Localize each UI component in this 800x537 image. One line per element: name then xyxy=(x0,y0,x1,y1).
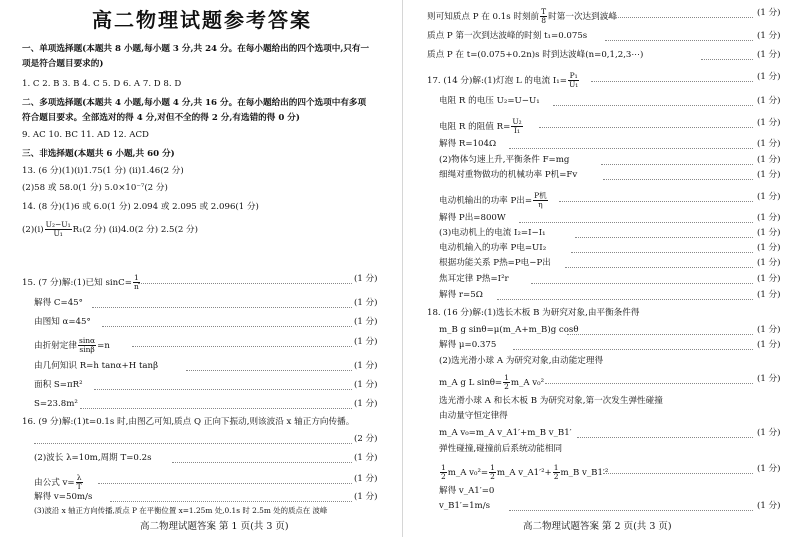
r-l1-fraction xyxy=(540,8,547,25)
r-l6-den: I₁ xyxy=(513,126,520,135)
q15-line3: 由图知 α=45° xyxy=(34,317,91,327)
leader-dots xyxy=(575,237,753,238)
leader-dots xyxy=(603,179,753,180)
r-line7: 解得 R=104Ω xyxy=(439,139,497,149)
leader-dots xyxy=(513,349,753,350)
r-line5: 电阻 R 的电压 U₂=U−U₁ xyxy=(439,96,540,106)
q13-line2: (2)58 或 58.0(1 分) 5.0×10⁻⁷(2 分) xyxy=(22,183,168,193)
section1-heading-cont: 项是符合题目要求的) xyxy=(22,59,104,69)
score: (1 分) xyxy=(757,501,781,511)
r-line21 xyxy=(439,374,544,391)
half-num: 1 xyxy=(441,463,446,472)
r-line10 xyxy=(439,192,549,209)
q15-l4-den: sinβ xyxy=(79,345,95,354)
q16-l3-den: T xyxy=(76,482,82,491)
half-fraction xyxy=(489,464,496,481)
q17-line1 xyxy=(427,72,580,89)
score: (1 分) xyxy=(757,374,781,384)
leader-dots xyxy=(571,252,753,253)
r-l21-num: 1 xyxy=(504,373,509,382)
r-l10-num: P机 xyxy=(534,191,547,200)
q15-l4-num: sinα xyxy=(78,336,96,345)
score: (1 分) xyxy=(757,139,781,149)
half-den: 2 xyxy=(553,472,559,481)
r-l10-prefix: 电动机输出的功率 P出= xyxy=(439,196,533,206)
r-line2: 质点 P 第一次到达波峰的时刻 t₁=0.075s xyxy=(427,31,588,41)
score: (1 分) xyxy=(354,399,378,409)
score: (1 分) xyxy=(757,96,781,106)
r-line15: 焦耳定律 P热=I²r xyxy=(439,274,509,284)
half-fraction xyxy=(440,464,447,481)
score: (1 分) xyxy=(757,31,781,41)
page-title: 高二物理试题参考答案 xyxy=(92,8,312,32)
r-l26-b: m_A v_A1′²+ xyxy=(496,468,552,478)
r-l1-num: T xyxy=(541,7,547,16)
r-line8: (2)物体匀速上升,平衡条件 F=mg xyxy=(439,155,570,165)
score: (1 分) xyxy=(757,72,781,82)
q17-num: P₁ xyxy=(569,71,578,80)
r-line28: v_B1′=1m/s xyxy=(439,501,491,511)
r-l10-den: η xyxy=(538,200,543,209)
r-l1-den: 8 xyxy=(541,16,547,25)
q15-fraction-num: 1 xyxy=(133,273,139,282)
r-line9: 细绳对重物做功的机械功率 P机=Fv xyxy=(439,170,578,180)
score: (1 分) xyxy=(757,258,781,268)
q16-line2: (2)波长 λ=10m,周期 T=0.2s xyxy=(34,453,152,463)
leader-dots xyxy=(591,81,753,82)
q13-line1: 13. (6 分)(1)(ⅰ)1.75(1 分) (ⅱ)1.46(2 分) xyxy=(22,166,184,176)
score: (1 分) xyxy=(354,453,378,463)
leader-dots xyxy=(531,283,753,284)
half-num: 1 xyxy=(490,463,495,472)
q16-line3 xyxy=(34,474,84,491)
r-l1-suffix: 时第一次达到波峰 xyxy=(548,12,617,22)
score: (1 分) xyxy=(757,428,781,438)
section2-heading-cont: 符合题目要求。全部选对的得 4 分,对但不全的得 2 分,有选错的得 0 分) xyxy=(22,113,300,123)
q15-prefix: 15. (7 分)解:(1)已知 sinC= xyxy=(22,278,132,288)
score: (1 分) xyxy=(354,298,378,308)
q15-line5: 由几何知识 R=h tanα+H tanβ xyxy=(34,361,159,371)
r-l1-prefix: 则可知质点 P 在 0.1s 时刻前 xyxy=(427,12,540,22)
leader-dots xyxy=(509,510,753,511)
section1-heading: 一、单项选择题(本题共 8 小题,每小题 3 分,共 24 分。在每小题给出的四个选项中,只有一 xyxy=(22,44,370,54)
r-line11: 解得 P出=800W xyxy=(439,213,506,223)
score: (1 分) xyxy=(757,50,781,60)
r-line14: 根据功能关系 P热=P电−P出 xyxy=(439,258,551,268)
leader-dots xyxy=(701,59,753,60)
r-line25: 弹性碰撞,碰撞前后系统动能相同 xyxy=(439,444,563,454)
score: (1 分) xyxy=(354,492,378,502)
leader-dots xyxy=(577,437,753,438)
r-l21-fraction xyxy=(503,374,510,391)
score: (1 分) xyxy=(757,155,781,165)
leader-dots xyxy=(98,483,352,484)
q14-suffix: R₁(2 分) (ⅱ)4.0(2 分) 2.5(2 分) xyxy=(72,225,199,235)
q17-prefix: 17. (14 分)解:(1)灯泡 L 的电流 I₁= xyxy=(427,76,567,86)
leader-dots xyxy=(34,443,352,444)
section1-answers: 1. C 2. B 3. B 4. C 5. D 6. A 7. D 8. D xyxy=(22,79,182,89)
leader-dots xyxy=(80,408,352,409)
q16-line1: 16. (9 分)解:(1)t=0.1s 时,由图乙可知,质点 Q 正向下振动,则该波沿 x 轴正方向传播。 xyxy=(22,417,355,427)
score: (1 分) xyxy=(354,361,378,371)
q16-l3-num: λ xyxy=(76,473,82,482)
r-l21-suffix: m_A v₀² xyxy=(510,378,545,388)
section2-heading: 二、多项选择题(本题共 4 小题,每小题 4 分,共 16 分。在每小题给出的四个选项中有多项 xyxy=(22,98,367,108)
score: (1 分) xyxy=(757,290,781,300)
half-num: 1 xyxy=(553,463,559,472)
q14-fraction-num: U₂−U₁ xyxy=(45,220,71,229)
score: (2 分) xyxy=(354,434,378,444)
r-l21-prefix: m_A g L sinθ= xyxy=(439,378,503,388)
r-l10-fraction xyxy=(533,192,548,209)
score: (1 分) xyxy=(354,274,378,284)
leader-dots xyxy=(509,148,753,149)
leader-dots xyxy=(94,389,352,390)
leader-dots xyxy=(110,501,352,502)
q15-l4-suffix: =n xyxy=(97,341,110,351)
q15-line7: S=23.8m² xyxy=(34,399,78,409)
leader-dots xyxy=(539,127,753,128)
r-line16: 解得 r=5Ω xyxy=(439,290,483,300)
leader-dots xyxy=(601,164,753,165)
q17-fraction xyxy=(568,72,579,89)
r-line20: (2)选光滑小球 A 为研究对象,由动能定理得 xyxy=(439,356,604,366)
score: (1 分) xyxy=(757,213,781,223)
leader-dots xyxy=(102,326,352,327)
q15-fraction-den: n xyxy=(133,282,139,291)
leader-dots xyxy=(132,346,352,347)
r-l6-num: U₂ xyxy=(512,117,522,126)
q16-line5: (3)波沿 x 轴正方向传播,质点 P 在平衡位置 x=1.25m 处,0.1s 时 2.5m 处的质点在 波峰 xyxy=(34,506,328,515)
r-line22: 选光滑小球 A 和长木板 B 为研究对象,第一次发生弹性碰撞 xyxy=(439,396,663,406)
leader-dots xyxy=(559,201,753,202)
r-line18: m_B g sinθ=μ(m_A+m_B)g cosθ xyxy=(439,325,579,335)
page-footer: 高二物理试题答案 第 1 页(共 3 页) xyxy=(140,521,289,532)
page-divider xyxy=(402,0,403,537)
r-line19: 解得 μ=0.375 xyxy=(439,340,497,350)
leader-dots xyxy=(603,473,753,474)
score: (1 分) xyxy=(354,337,378,347)
leader-dots xyxy=(519,222,753,223)
score: (1 分) xyxy=(354,317,378,327)
q15-l4-fraction xyxy=(78,337,96,354)
r-line24: m_A v₀=m_A v_A1′+m_B v_B1′ xyxy=(439,428,572,438)
r-line12: (3)电动机上的电流 I₂=I−I₁ xyxy=(439,228,546,238)
r-l26-c: m_B v_B1′² xyxy=(560,468,609,478)
q15-line2: 解得 C=45° xyxy=(34,298,83,308)
score: (1 分) xyxy=(757,118,781,128)
half-den: 2 xyxy=(441,472,446,481)
leader-dots xyxy=(567,334,753,335)
r-l26-a: m_A v₀²= xyxy=(447,468,489,478)
r-line13: 电动机输入的功率 P电=UI₂ xyxy=(439,243,547,253)
q14-line2 xyxy=(22,221,198,238)
r-line23: 由动量守恒定律得 xyxy=(439,411,508,421)
r-line1 xyxy=(427,8,617,25)
score: (1 分) xyxy=(757,228,781,238)
q14-prefix: (2)(ⅰ) xyxy=(22,225,44,235)
leader-dots xyxy=(601,17,753,18)
section2-answers: 9. AC 10. BC 11. AD 12. ACD xyxy=(22,130,149,140)
score: (1 分) xyxy=(757,8,781,18)
score: (1 分) xyxy=(757,170,781,180)
q16-l3-fraction xyxy=(76,474,83,491)
r-line27: 解得 v_A1′=0 xyxy=(439,486,495,496)
r-line3: 质点 P 在 t=(0.075+0.2n)s 时到达波峰(n=0,1,2,3⋯) xyxy=(427,50,644,60)
q14-fraction xyxy=(45,221,72,238)
q14-line1: 14. (8 分)(1)6 或 6.0(1 分) 2.094 或 2.095 或 2.096(1 分) xyxy=(22,202,259,212)
leader-dots xyxy=(553,105,753,106)
score: (1 分) xyxy=(354,474,378,484)
half-fraction xyxy=(553,464,560,481)
r-l6-prefix: 电阻 R 的阻值 R= xyxy=(439,122,511,132)
score: (1 分) xyxy=(757,340,781,350)
leader-dots xyxy=(565,267,753,268)
leader-dots xyxy=(605,40,753,41)
q18-line1: 18. (16 分)解:(1)选长木板 B 为研究对象,由平衡条件得 xyxy=(427,308,640,318)
score: (1 分) xyxy=(757,274,781,284)
leader-dots xyxy=(92,307,352,308)
q15-line4 xyxy=(34,337,110,354)
answer-page-2 xyxy=(405,0,800,537)
leader-dots xyxy=(138,283,352,284)
r-l21-den: 2 xyxy=(504,382,509,391)
q17-den: U₁ xyxy=(568,80,579,89)
page-footer: 高二物理试题答案 第 2 页(共 3 页) xyxy=(523,521,672,532)
leader-dots xyxy=(172,462,352,463)
r-l6-fraction xyxy=(511,118,522,135)
q15-line1 xyxy=(22,274,141,291)
q16-l3-prefix: 由公式 v= xyxy=(34,478,75,488)
q15-l4-prefix: 由折射定律 xyxy=(34,341,77,351)
score: (1 分) xyxy=(757,243,781,253)
q14-fraction-den: U₁ xyxy=(53,229,63,238)
score: (1 分) xyxy=(757,192,781,202)
leader-dots xyxy=(497,299,753,300)
half-den: 2 xyxy=(490,472,495,481)
q15-line6: 面积 S=πR² xyxy=(34,380,83,390)
section3-heading: 三、非选择题(本题共 6 小题,共 60 分) xyxy=(22,149,175,159)
r-line26 xyxy=(439,464,608,481)
score: (1 分) xyxy=(354,380,378,390)
score: (1 分) xyxy=(757,464,781,474)
q16-line4: 解得 v=50m/s xyxy=(34,492,93,502)
leader-dots xyxy=(545,383,753,384)
leader-dots xyxy=(186,370,352,371)
score: (1 分) xyxy=(757,325,781,335)
r-line6 xyxy=(439,118,524,135)
